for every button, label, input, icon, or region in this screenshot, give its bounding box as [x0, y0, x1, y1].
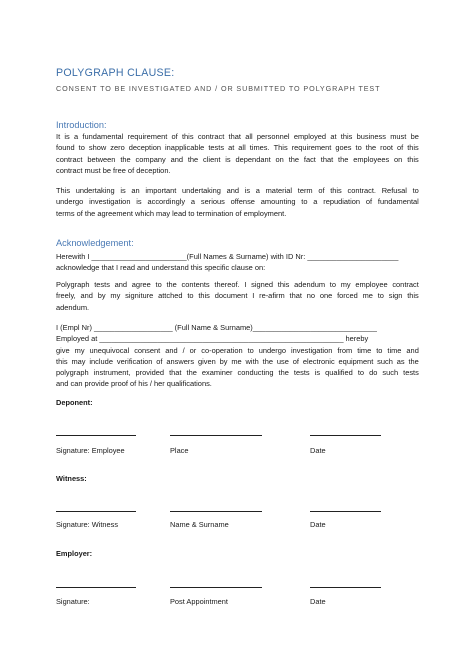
employer-date-caption: Date [310, 597, 326, 606]
employee-signature-caption: Signature: Employee [56, 446, 125, 455]
deponent-date-line[interactable] [310, 435, 381, 436]
employer-signature-caption: Signature: [56, 597, 90, 606]
text-line: polygraph instrument, provided that the examiner conducting the tests is qualified to do such tests [56, 368, 419, 378]
witness-name-caption: Name & Surname [170, 520, 229, 529]
acknowledgement-paragraph-3 [56, 322, 419, 390]
introduction-heading: Introduction: [56, 120, 107, 130]
text-line: contract must be free of deception. [56, 165, 171, 175]
post-appointment-line[interactable] [170, 587, 262, 588]
acknowledgement-paragraph-1 [56, 251, 419, 274]
witness-name-line[interactable] [170, 511, 262, 512]
introduction-paragraph-1 [56, 131, 419, 176]
employer-heading: Employer: [56, 549, 93, 558]
employee-signature-line[interactable] [56, 435, 136, 436]
witness-signature-caption: Signature: Witness [56, 520, 119, 529]
employer-signature-line[interactable] [56, 587, 136, 588]
text-line: found to show zero deception inapplicable tests at all times. This requirement goes to the root of this [56, 143, 419, 153]
introduction-paragraph-2 [56, 185, 419, 219]
deponent-date-caption: Date [310, 446, 326, 455]
witness-date-line[interactable] [310, 511, 381, 512]
text-line: freely, and by my signiture attched to this document I re-afirm that no one forced me to sign this [56, 291, 419, 301]
text-line: Herewith I _______________________(Full Names & Surname) with ID Nr: ______________________ [56, 252, 399, 261]
text-line: adendum. [56, 302, 90, 312]
acknowledgement-heading: Acknowledgement: [56, 238, 134, 248]
acknowledgement-paragraph-2 [56, 279, 419, 313]
witness-signature-line[interactable] [56, 511, 136, 512]
text-line: this may include verification of answers given by me with the use of electronic equipment such as the [56, 356, 419, 366]
text-line: and can provide proof of his / her qualifications. [56, 379, 212, 389]
employer-date-line[interactable] [310, 587, 381, 588]
text-line: I (Empl Nr) ___________________ (Full Name & Surname)______________________________ [56, 323, 377, 332]
witness-date-caption: Date [310, 520, 326, 529]
place-caption: Place [170, 446, 189, 455]
witness-heading: Witness: [56, 474, 87, 483]
document-subtitle: CONSENT TO BE INVESTIGATED AND / OR SUBMITTED TO POLYGRAPH TEST [56, 84, 381, 93]
text-line: terms of the agreement which may lead to termination of employment. [56, 208, 287, 218]
text-line: It is a fundamental requirement of this contract that all personnel employed at this business must be [56, 132, 419, 141]
text-line: Employed at ___________________________________________________________ hereby [56, 334, 369, 344]
text-line: give my unequivocal consent and / or co-operation to undergo investigation from time to time and [56, 345, 419, 355]
document-title: POLYGRAPH CLAUSE: [56, 67, 175, 79]
text-line: acknowledge that I read and understand this specific clause on: [56, 263, 266, 273]
text-line: undergo investigation is accordingly a serious offense amounting to a repudiation of fundamental [56, 197, 419, 207]
post-appointment-caption: Post Appointment [170, 597, 228, 606]
deponent-heading: Deponent: [56, 398, 93, 407]
place-line[interactable] [170, 435, 262, 436]
text-line: Polygraph tests and agree to the contents thereof. I signed this adendum to my employee contract [56, 280, 419, 289]
text-line: This undertaking is an important undertaking and is a material term of this contract. Refusal to [56, 186, 419, 195]
text-line: contract between the company and the client is dependant on the fact that the employees on this [56, 154, 419, 164]
